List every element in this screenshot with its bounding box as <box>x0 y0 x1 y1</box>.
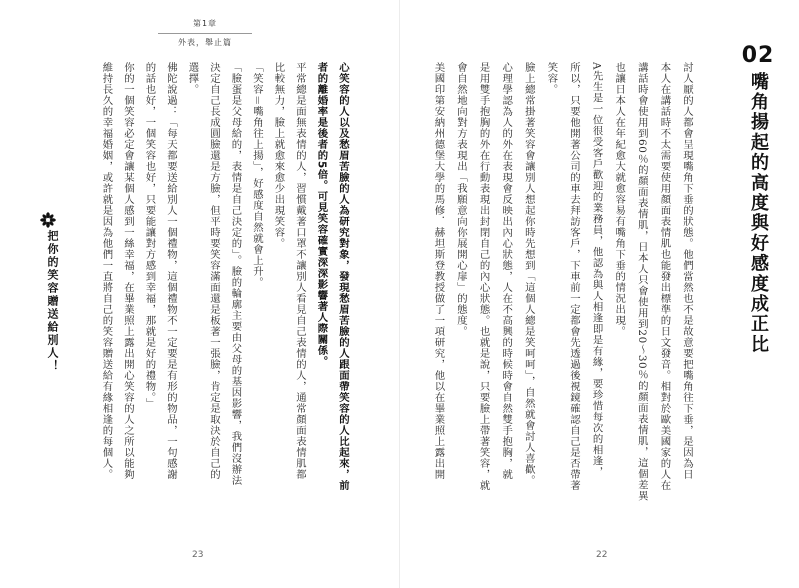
text-column: 也讓日本人在年紀愈大就愈容易有嘴角下垂的情況出現。 <box>613 62 626 337</box>
text-column: 心笑容的人以及愁眉苦臉的人為研究對象，發現愁眉苦臉的人跟面帶笑容的人比起來，前 <box>337 62 349 491</box>
text-column: 維持長久的幸福婚姻，或許就是因為他們一直將自己的笑容贈送給有緣相逢的每個人。 <box>100 62 113 480</box>
text-column: 選擇。 <box>186 62 199 95</box>
flower-icon <box>40 212 56 228</box>
text-column: 佛陀說過：「每天都要送給別人一個禮物，這個禮物不一定要是有形的物品，一句感謝 <box>165 62 177 480</box>
running-head <box>150 18 260 48</box>
text-column: 比較無力，臉上就愈來愈少出現笑容。 <box>272 62 285 249</box>
text-column: 決定自己長成圓臉還是方臉，但平時要笑容滿面還是板著一張臉，肯定是取決於自己的 <box>208 62 220 480</box>
chapter-label: 第1章 <box>192 19 218 28</box>
text-column: 者的離婚率是後者的5倍。可見笑容確實深深影響著人際關係。 <box>315 62 328 367</box>
section-title: 嘴角揚起的高度與好感度成正比 <box>748 72 769 355</box>
text-column: 臉上總常掛著笑容會讓別人想起你時先想到「這個人總是笑呵呵」，自然就會討人喜歡。 <box>522 62 535 486</box>
text-column: 所以，只要他開著公司的車去拜訪客戶，下車前一定都會先透過後視鏡確認自己是否帶著 <box>568 62 580 491</box>
text-column: 你的一個笑容必定會讓某個人感到一絲幸福，在畢業照上露出開心笑容的人之所以能夠 <box>122 62 134 480</box>
text-column: 講話時會使用到60％的顏面表情肌，日本人只會使用到20～30％的顏面表情肌，這個差異 <box>635 62 648 502</box>
page-number-right: 22 <box>596 550 608 560</box>
text-column: 的話也好，一個笑容也好，只要能讓對方感到幸福，那就是好的禮物。」 <box>143 62 156 409</box>
side-note: 把你的笑容贈送給別人！ <box>46 230 59 373</box>
section-number: 02 <box>741 43 775 68</box>
text-column: 是用雙手抱胸的外在行動表現出封閉自己的內心狀態。也就是說，只要臉上帶著笑容，就 <box>477 62 490 491</box>
text-column: 笑容。 <box>545 62 558 95</box>
page-number-left: 23 <box>192 550 204 560</box>
chapter-subtitle: 外表，舉止篇 <box>178 38 232 47</box>
running-head-rule <box>158 33 252 34</box>
text-column: 討人厭的人都會呈現嘴角下垂的狀態。他們當然也不是故意要把嘴角往下垂，是因為日 <box>681 62 693 480</box>
text-column: 本人在講話時不太需要使用顏面表情肌也能發出標準的日文發音。相對於歐美國家的人在 <box>658 62 671 491</box>
text-column: 心理學認為人的外在表現會反映出內心狀態，人在不高興的時候時會自然雙手抱胸，就 <box>500 62 513 480</box>
right-page <box>400 0 799 588</box>
text-column: 會自然地向對方表現出「我願意向你展開心扉」的態度。 <box>455 62 467 337</box>
text-column: 美國印第安納州德堡大學的馬修．赫坦斯登教授做了一項研究，他以在畢業照上露出開 <box>432 62 445 480</box>
text-column: 平常總是面無表情的人，習慣戴著口罩不讓別人看見自己表情的人，通常顏面表情肌都 <box>294 62 306 480</box>
text-column: A先生是一位很受客戶歡迎的業務員，他認為與人相逢即是有緣，要珍惜每次的相逢， <box>590 62 603 478</box>
text-column: 「笑容＝嘴角往上揚」，好感度自然就會上升。 <box>251 62 263 288</box>
text-column: 「臉蛋是父母給的，表情是自己決定的」。臉的輪廓主要由父母的基因影響，我們沒辦法 <box>229 62 242 486</box>
